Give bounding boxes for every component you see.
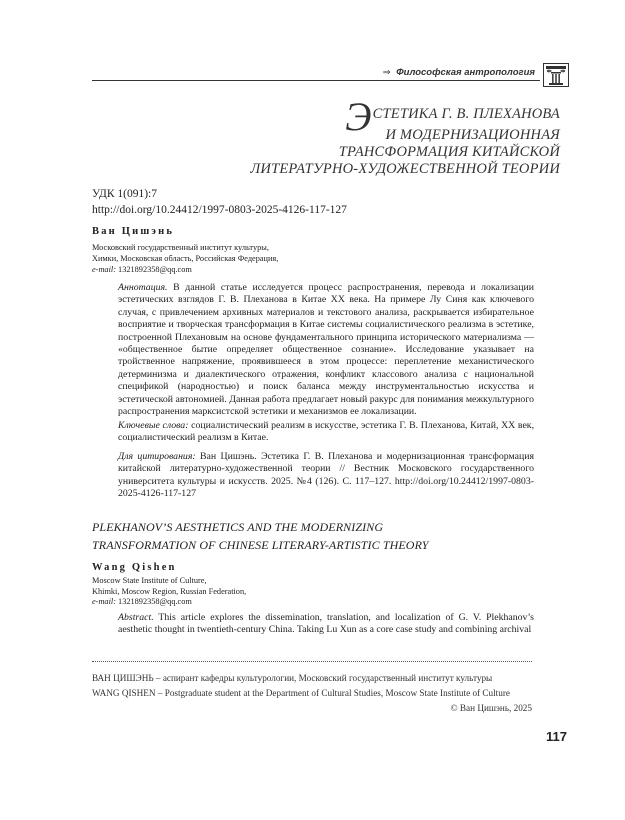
author-name-ru: Ван Цишэнь (92, 226, 175, 237)
abstract-label: Аннотация. (118, 282, 168, 293)
title-en-line-2: TRANSFORMATION OF CHINESE LITERARY-ARTISTIC THEORY (92, 538, 429, 552)
section-title: Философская антропология (396, 67, 535, 78)
author-name-en: Wang Qishen (92, 562, 177, 573)
author-note-ru: ВАН ЦИШЭНЬ – аспирант кафедры культурологии, Московский государственный институт культуры (92, 673, 493, 683)
running-header (383, 67, 535, 78)
article-title-ru (140, 94, 560, 178)
keywords-label: Ключевые слова: (118, 420, 189, 431)
title-line-4: ЛИТЕРАТУРНО-ХУДОЖЕСТВЕННОЙ ТЕОРИИ (250, 161, 560, 177)
email-label: e-mail: (92, 264, 116, 274)
title-line-3: ТРАНСФОРМАЦИЯ КИТАЙСКОЙ (338, 144, 560, 160)
author-note-en: WANG QISHEN – Postgraduate student at the Department of Cultural Studies, Moscow State Institute of Culture (92, 688, 510, 698)
title-line-2: И МОДЕРНИЗАЦИОННАЯ (385, 127, 560, 143)
abstract-label: Abstract. (118, 612, 154, 623)
affiliation-line: Московский государственный институт культуры, (92, 243, 269, 252)
email-link[interactable]: 1321892358@qq.com (118, 597, 192, 606)
title-line-1: СТЕТИКА Г. В. ПЛЕХАНОВА (372, 106, 560, 122)
affiliation-line: Химки, Московская область, Российская Федерация, (92, 253, 279, 263)
citation-ru (118, 451, 534, 501)
citation-label: Для цитирования: (118, 451, 196, 462)
abstract-ru (118, 282, 534, 418)
copyright: © Ван Цишэнь, 2025 (450, 703, 532, 713)
keywords-text: социалистический реализм в искусстве, эстетика Г. В. Плеханова, Китай, XX век, социалистический реализм в Китае. (118, 420, 535, 444)
double-arrow-icon: ⇒ (382, 67, 391, 78)
affiliation-line: Khimki, Moscow Region, Russian Federation, (92, 586, 247, 596)
affiliation-line: Moscow State Institute of Culture, (92, 576, 207, 585)
title-en-line-1: PLEKHANOV’S AESTHETICS AND THE MODERNIZING (92, 520, 384, 534)
email-label: e-mail: (92, 597, 116, 606)
keywords-ru (118, 420, 534, 445)
author-affiliation-en (92, 576, 246, 608)
author-affiliation-ru (92, 243, 278, 275)
citation-text: Ван Цишэнь. Эстетика Г. В. Плеханова и модернизационная трансформация китайской литературно-художественной теории // Вестник Московского государственного университета культуры и искусств. 2025. №4 (126). С. 117–127. http://doi.org/10.24412/1997-0803-2025-4126-117-127 (118, 451, 534, 500)
abstract-en (118, 612, 534, 637)
abstract-text: В данной статье исследуется процесс распространения, перевода и локализации эстетических взглядов Г. В. Плеханова в Китае XX века. На примере Лу Синя как ключевого случая, с привлечением архивных материалов и текстового анализа, раскрывается избирательное восприятие и творческая трансформация в Китае системы социалистического реализма в эстетике, построенной Плехановым на основе фундаментального принципа исторического материализма — «общественное бытие определяет общественное сознание». Исследование указывает на тройственное напряжение, проявившееся в этом процессе: переплетение механистического детерминизма и диалектического отражения, конфликт классового анализа с национальной спецификой (народностью) и поиск баланса между инструментальностью искусства и эстетической автономией. Данная работа предлагает новый ракурс для понимания межкультурного распространения марксистской эстетики и механизмов ее локализации. (118, 282, 534, 418)
footer-divider (92, 661, 532, 662)
email-link[interactable]: 1321892358@qq.com (118, 264, 192, 274)
udk-code: УДК 1(091):7 (92, 188, 157, 200)
article-title-en (92, 518, 429, 554)
header-divider (92, 80, 540, 81)
doi-link[interactable]: http://doi.org/10.24412/1997-0803-2025-4126-117-127 (92, 204, 347, 216)
column-logo-icon (543, 63, 569, 87)
page-number: 117 (546, 729, 567, 744)
abstract-text: This article explores the dissemination, translation, and localization of G. V. Plekhanov’s aesthetic thought in twentieth-century China. Taking Lu Xun as a core case study and combining archival (118, 612, 534, 636)
title-initial: Э (345, 94, 372, 139)
